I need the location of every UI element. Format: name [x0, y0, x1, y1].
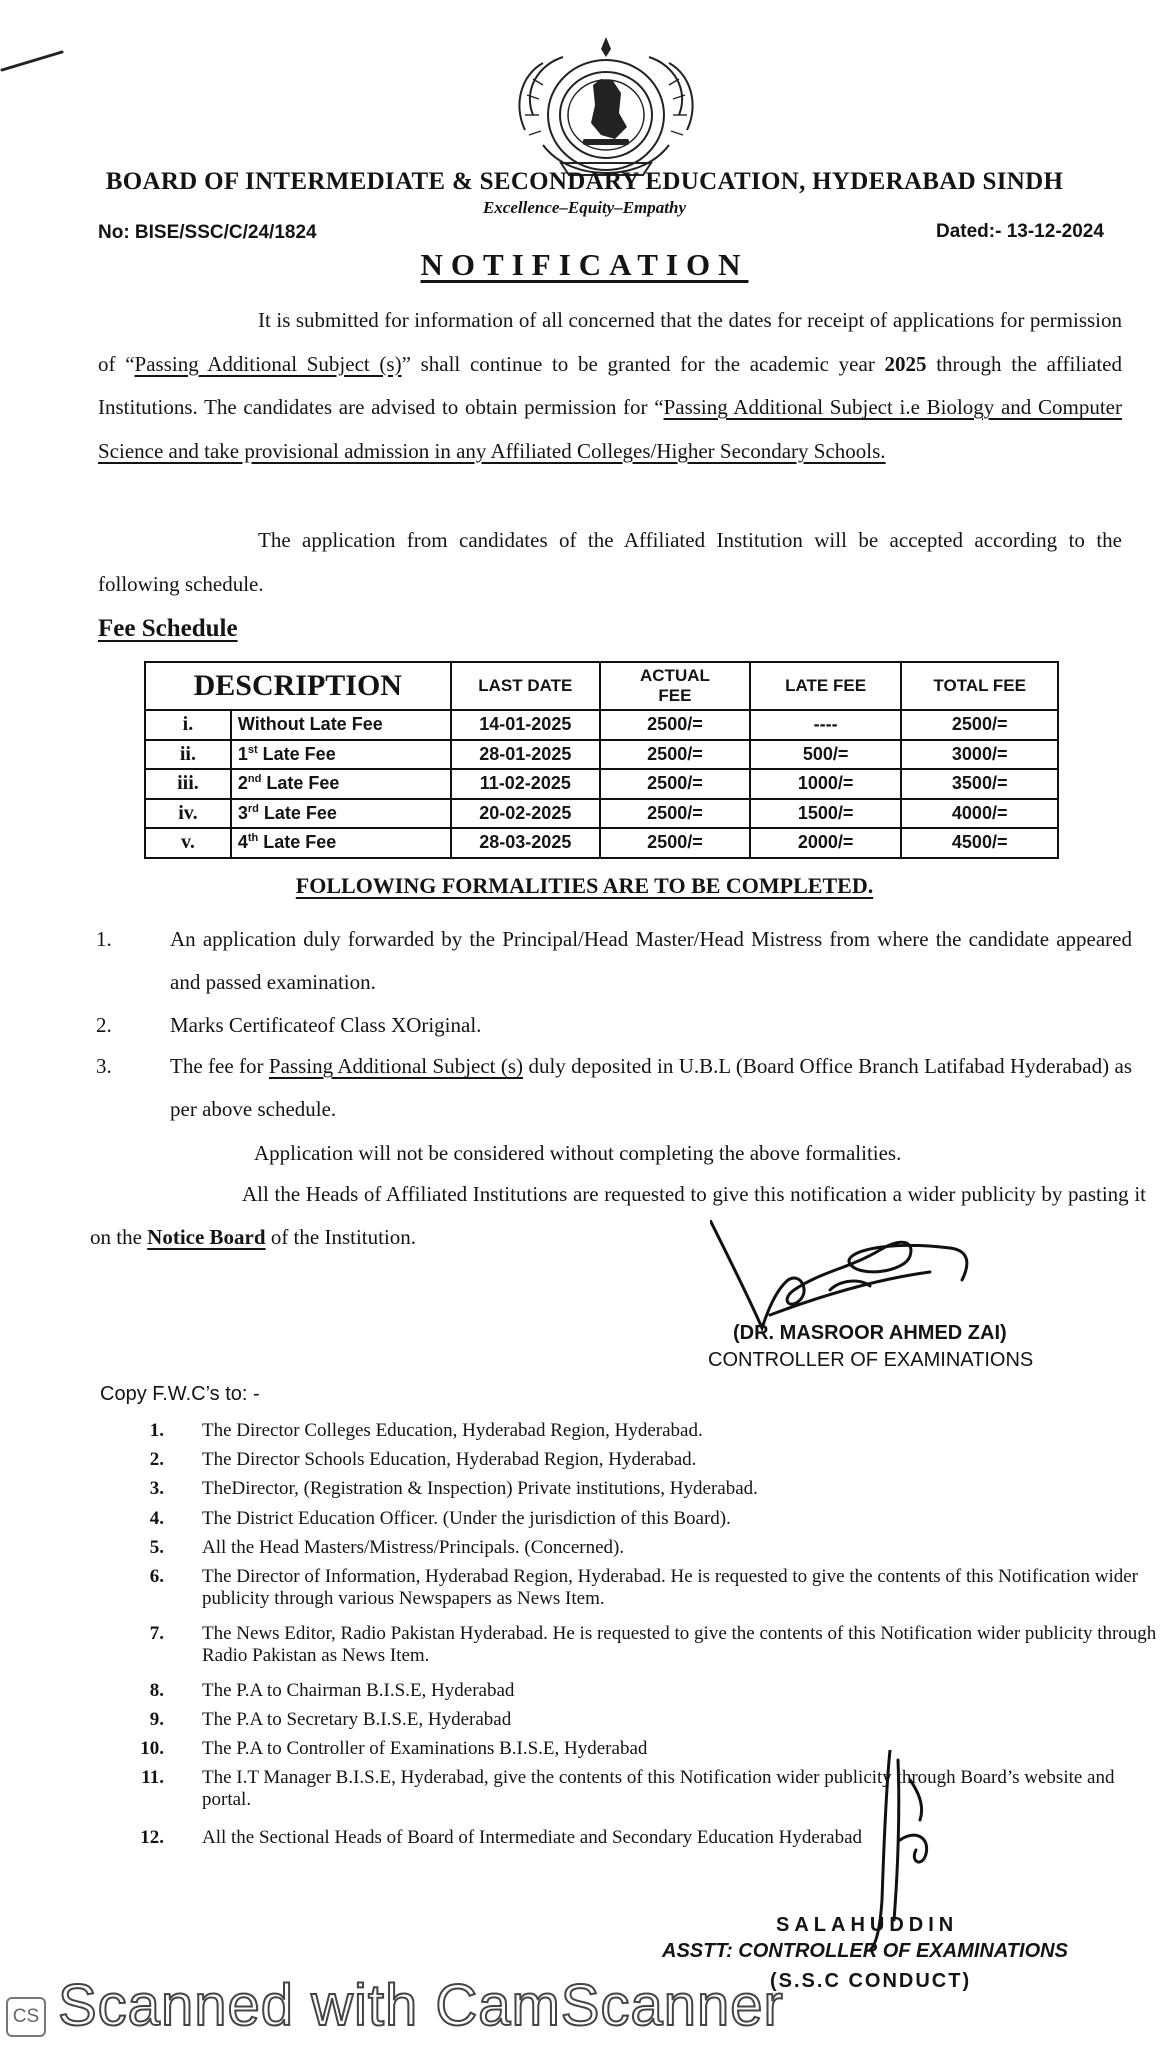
formalities-note: Application will not be considered without completing the above formalities. — [254, 1141, 902, 1165]
col-late-fee: LATE FEE — [750, 662, 902, 710]
copy-item: 1. The Director Colleges Education, Hyderabad Region, Hyderabad. — [149, 1420, 703, 1441]
board-seal-emblem-icon — [503, 35, 709, 185]
copy-item: 10. The P.A to Controller of Examinations B.I.S.E, Hyderabad — [140, 1738, 648, 1759]
intro-paragraph: It is submitted for information of all concerned that the dates for receipt of applications for permission of “Passing Additional Subject (s)” shall continue to be granted for the academic year 2025 through the affiliated Institutions. The candidates are advised to obtain permission for “Passing Additional Subject i.e Biology and Computer Science and take provisional admission in any Affiliated Colleges/Higher Secondary Schools. — [98, 308, 1123, 463]
table-row: iii. 2nd Late Fee 11-02-2025 2500/= 1000/= 3500/= — [145, 769, 1058, 799]
formality-item: 3. The fee for Passing Additional Subject (s) duly deposited in U.B.L (Board Office Branch Latifabad Hyderabad) as per above schedule. — [96, 1054, 1132, 1121]
notification-date: Dated:- 13-12-2024 — [936, 221, 1104, 242]
pen-mark — [0, 40, 70, 80]
passing-additional-subject-link: Passing Additional Subject (s) — [134, 351, 402, 376]
copy-item: 7. The News Editor, Radio Pakistan Hyderabad. He is requested to give the contents of this Notification wider publicity through Radio Pakistan as News Item. — [149, 1623, 1157, 1666]
passing-additional-subject-link: Passing Additional Subject (s) — [268, 1054, 524, 1078]
board-title: BOARD OF INTERMEDIATE & SECONDARY EDUCATION, HYDERABAD SINDH — [105, 168, 1064, 195]
copy-to-heading: Copy F.W.C’s to: - — [100, 1383, 260, 1405]
reference-number: No: BISE/SSC/C/24/1824 — [98, 222, 317, 243]
notice-board-text: Notice Board — [147, 1225, 266, 1249]
assistant-controller-department: (S.S.C CONDUCT) — [770, 1970, 972, 1992]
scanner-watermark-text: Scanned with CamScanner — [58, 1973, 784, 2038]
table-row: ii. 1st Late Fee 28-01-2025 2500/= 500/= 3000/= — [145, 740, 1058, 770]
assistant-controller-title: ASSTT: CONTROLLER OF EXAMINATIONS — [662, 1940, 1068, 1962]
copy-item: 3. TheDirector, (Registration & Inspection) Private institutions, Hyderabad. — [149, 1478, 758, 1499]
copy-item: 8. The P.A to Chairman B.I.S.E, Hyderabad — [149, 1680, 515, 1701]
publicity-paragraph: All the Heads of Affiliated Institutions are requested to give this notification a wider publicity by pasting it on the Notice Board of the Institution. — [90, 1182, 1146, 1249]
formalities-heading: FOLLOWING FORMALITIES ARE TO BE COMPLETED. — [295, 873, 874, 898]
copy-item: 9. The P.A to Secretary B.I.S.E, Hyderabad — [149, 1709, 512, 1730]
col-total-fee: TOTAL FEE — [901, 662, 1058, 710]
formality-item: 1. An application duly forwarded by the Principal/Head Master/Head Mistress from where the candidate appeared and passed examination. — [96, 927, 1132, 994]
col-actual-fee: ACTUAL FEE — [600, 662, 750, 710]
fee-schedule-heading: Fee Schedule — [98, 615, 238, 642]
copy-item: 12. All the Sectional Heads of Board of Intermediate and Secondary Education Hyderabad — [140, 1827, 863, 1848]
assistant-controller-name: SALAHUDDIN — [776, 1914, 959, 1936]
copy-item: 2. The Director Schools Education, Hyderabad Region, Hyderabad. — [149, 1449, 697, 1470]
academic-year: 2025 — [884, 351, 927, 376]
col-last-date: LAST DATE — [451, 662, 601, 710]
controller-title: CONTROLLER OF EXAMINATIONS — [708, 1349, 1034, 1371]
fee-schedule-table — [144, 661, 1059, 859]
copy-item: 4. The District Education Officer. (Under the jurisdiction of this Board). — [149, 1508, 731, 1529]
copy-item: 11. The I.T Manager B.I.S.E, Hyderabad, give the contents of this Notification wider publicity through Board’s website and portal. — [141, 1767, 1115, 1810]
schedule-paragraph: The application from candidates of the Affiliated Institution will be accepted according to the following schedule. — [98, 528, 1122, 596]
table-row: i. Without Late Fee 14-01-2025 2500/= ---- 2500/= — [145, 710, 1058, 740]
controller-name: (DR. MASROOR AHMED ZAI) — [733, 1322, 1007, 1344]
copy-item: 6. The Director of Information, Hyderabad Region, Hyderabad. He is requested to give the contents of this Notification wider publicity through various Newspapers as News Item. — [149, 1566, 1138, 1609]
table-header-row — [145, 662, 1058, 710]
board-motto: Excellence–Equity–Empathy — [482, 198, 687, 217]
table-row: iv. 3rd Late Fee 20-02-2025 2500/= 1500/= 4000/= — [145, 799, 1058, 829]
formality-item: 2. Marks Certificateof Class XOriginal. — [96, 1013, 482, 1037]
col-description: DESCRIPTION — [145, 662, 451, 710]
biology-cs-admission-text: Passing Additional Subject i.e Biology and Computer Science and take provisional admission in any Affiliated Colleges/Higher Secondary Schools. — [98, 395, 1123, 463]
copy-item: 5. All the Head Masters/Mistress/Principals. (Concerned). — [149, 1537, 625, 1558]
table-row: v. 4th Late Fee 28-03-2025 2500/= 2000/= 4500/= — [145, 828, 1058, 858]
notification-heading: NOTIFICATION — [420, 247, 749, 282]
camscanner-logo-icon: CS — [6, 1997, 46, 2037]
